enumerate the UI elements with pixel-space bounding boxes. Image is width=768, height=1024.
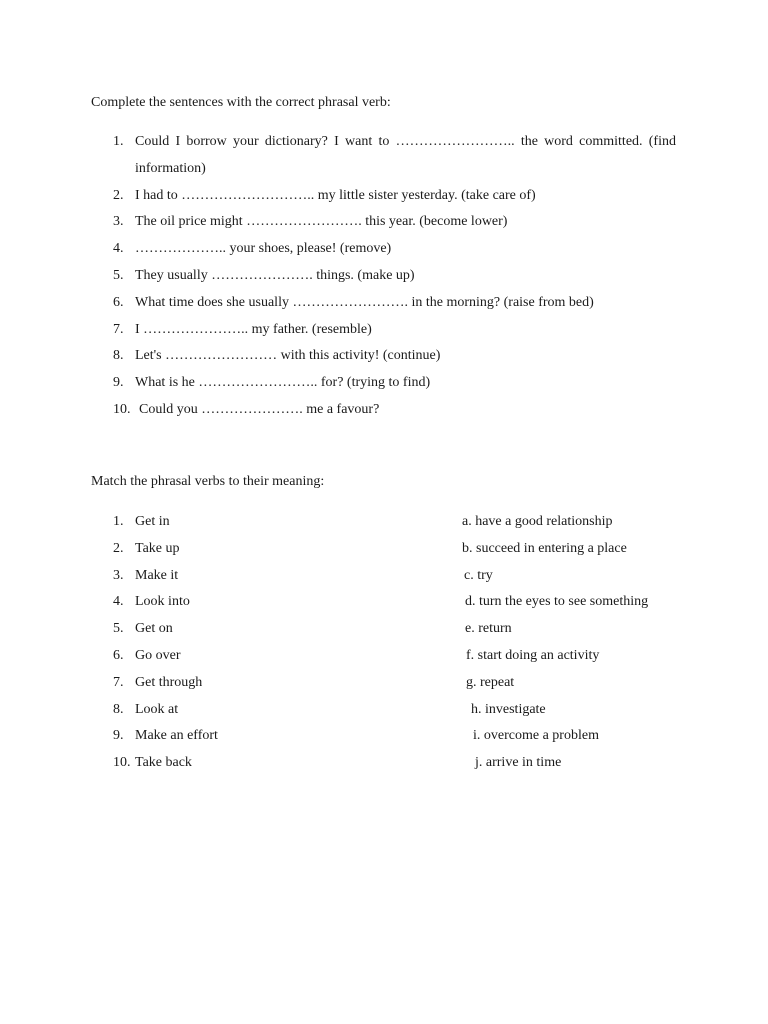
verb-meaning: a. have a good relationship [462,514,613,529]
matching-row [113,563,683,590]
verb-meaning: h. investigate [471,701,546,717]
item-number: 4. [113,241,124,257]
sentence-text: ……………….. your shoes, please! (remove) [135,241,392,257]
phrasal-verb: Take back [135,755,192,771]
item-number: 5. [113,621,124,637]
sentence-text: I ………………….. my father. (resemble) [135,321,372,337]
phrasal-verb: Get on [135,621,173,637]
item-number: 7. [113,674,124,690]
phrasal-verb: Make an effort [135,728,218,744]
exercise-1-item [113,397,676,424]
sentence-text: Could I borrow your dictionary? I want to …………………….. the word committed. (find information) [135,134,676,176]
verb-meaning: c. try [464,567,493,583]
exercise-1-item [113,183,676,210]
matching-row [113,670,683,697]
matching-row [113,536,683,563]
exercise-1-item [113,290,676,317]
verb-meaning: b. succeed in entering a place [462,540,627,556]
verb-meaning: f. start doing an activity [466,647,600,663]
matching-row [113,616,683,643]
exercise-1-instruction: Complete the sentences with the correct phrasal verb: [91,95,391,110]
verb-meaning: e. return [465,621,512,637]
exercise-1-item [113,129,676,183]
item-number: 4. [113,594,124,610]
sentence-text: They usually …………………. things. (make up) [135,267,415,283]
sentence-text: The oil price might ……………………. this year. (become lower) [135,214,508,230]
matching-row [113,643,683,670]
exercise-2-list [113,509,683,777]
sentence-text: Let's …………………… with this activity! (continue) [135,348,441,364]
item-number: 6. [113,647,124,663]
item-number: 9. [113,375,124,391]
verb-meaning: g. repeat [466,674,515,690]
phrasal-verb: Take up [135,540,180,556]
matching-row [113,589,683,616]
item-number: 1. [113,514,124,529]
exercise-1-item [113,263,676,290]
phrasal-verb: Look at [135,701,179,717]
exercise-1-item [113,343,676,370]
item-number: 10. [113,401,131,417]
item-number: 2. [113,540,124,556]
phrasal-verb: Make it [135,567,179,583]
sentence-text: Could you …………………. me a favour? [139,401,380,417]
verb-meaning: d. turn the eyes to see something [465,594,649,610]
phrasal-verb: Get through [135,674,203,690]
exercise-1-item [113,209,676,236]
verb-meaning: i. overcome a problem [473,728,599,744]
matching-row [113,750,683,777]
item-number: 3. [113,567,124,583]
exercise-1-list [113,129,676,424]
item-number: 2. [113,187,124,203]
phrasal-verb: Go over [135,647,181,663]
item-number: 6. [113,294,124,310]
item-number: 10. [113,755,131,771]
exercise-1-item [113,317,676,344]
phrasal-verb: Look into [135,594,190,610]
matching-row [113,697,683,724]
item-number: 8. [113,701,124,717]
sentence-text: What time does she usually ……………………. in the morning? (raise from bed) [135,294,594,310]
sentence-text: What is he …………………….. for? (trying to find) [135,375,431,391]
item-number: 9. [113,728,124,744]
phrasal-verb: Get in [135,514,170,529]
matching-row [113,723,683,750]
item-number: 1. [113,134,124,149]
item-number: 7. [113,321,124,337]
exercise-1-item [113,370,676,397]
exercise-2-instruction: Match the phrasal verbs to their meaning: [91,474,325,489]
verb-meaning: j. arrive in time [475,755,562,771]
item-number: 3. [113,214,124,230]
sentence-text: I had to ……………………….. my little sister yesterday. (take care of) [135,187,536,203]
matching-row [113,509,683,536]
item-number: 5. [113,267,124,283]
exercise-1-item [113,236,676,263]
item-number: 8. [113,348,124,364]
